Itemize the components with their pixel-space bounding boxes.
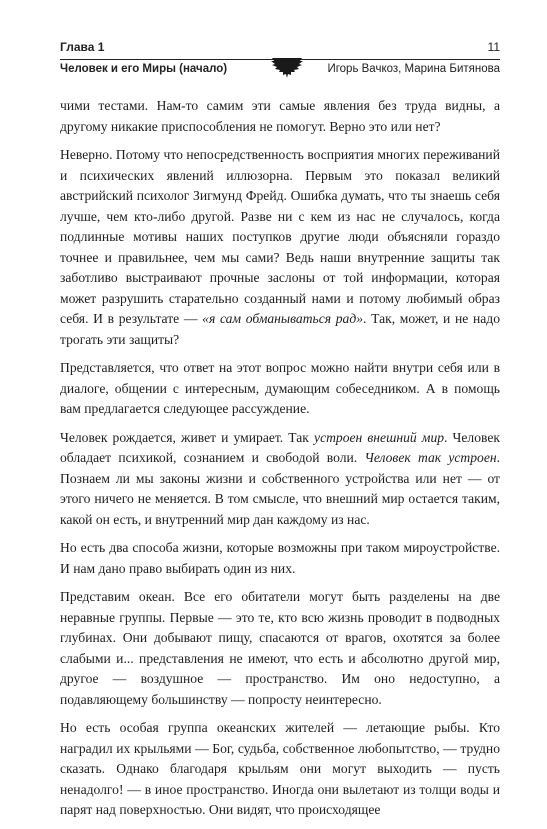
running-subheader <box>60 63 500 79</box>
paragraph-text: чими тестами. Нам-то самим эти самые явления без труда видны, а другому никакие приспособления не помогут. Верно это или нет? <box>60 98 500 134</box>
paragraph-text: . Человек обладает психикой, сознанием и свободой воли. <box>60 429 500 465</box>
paragraph-text: Но есть два способа жизни, которые возможны при таком мироустройстве. И нам дано право выбирать один из них. <box>60 540 500 576</box>
paragraph <box>60 587 500 710</box>
paragraph-text: Неверно. Потому что непосредственность восприятия многих переживаний и психических явлений иллюзорна. Первым это показал великий австрийский психолог Зигмунд Фрейд. Ошибка думать, что ты знаешь себя лучше, чем кто-либо другой. Разве ни с кем из нас не случалось, когда подлинные мотивы наших поступков другие люди объясняли гораздо точнее и правильнее, чем мы сами? Ведь наши внутренние защиты так заботливо выстраивают прочные заслоны от той информации, которая может разрушить старательно созданный нами и потому любимый образ себя. И в результате — <box>60 147 500 326</box>
paragraph-text: . Познаем ли мы законы жизни и собственного устройства или нет — от этого ничего не меняется. В том смысле, что внешний мир остается таким, какой он есть, и внутренний мир дан каждому из нас. <box>60 450 501 527</box>
emphasis-text: Человек так устроен <box>364 450 497 465</box>
chapter-subtitle: Человек и его Миры (начало) <box>60 63 228 75</box>
paragraph-text: . Так, может, и не надо трогать эти защиты? <box>60 311 501 347</box>
body-text <box>60 96 500 829</box>
paragraph <box>60 96 500 137</box>
emphasis-text: «я сам обманываться рад» <box>202 311 364 326</box>
paragraph <box>60 538 500 579</box>
paragraph <box>60 718 500 821</box>
paragraph <box>60 428 500 531</box>
running-header <box>60 40 500 58</box>
chapter-label: Глава 1 <box>60 40 105 54</box>
paragraph-text: Представляется, что ответ на этот вопрос можно найти внутри себя или в диалоге, общении с интересным, думающим собеседником. А в помощь вам предлагается следующее рассуждение. <box>60 360 500 416</box>
page-number: 11 <box>487 40 500 54</box>
paragraph-text: Но есть особая группа океанских жителей — летающие рыбы. Кто наградил их крыльями — Бог, судьба, собственное любопытство, — трудно сказать. Однако благодаря крыльям они могут выходить — пусть ненадолго! — в иное пространство. Иногда они вылетают из толщи воды и парят над поверхностью. Они видят, что происходящее <box>60 720 500 817</box>
paragraph <box>60 145 500 350</box>
paragraph-text: Представим океан. Все его обитатели могут быть разделены на две неравные группы. Первые — это те, кто всю жизнь проводит в подводных глубинах. Они добывают пищу, спасаются от врагов, охотятся за более слабыми и... представления не имеют, что есть и абсолютно другой мир, другое — воздушное — пространство. Им оно недоступно, а подавляющему большинству — попросту неинтересно. <box>60 589 500 707</box>
emphasis-text: устроен внешний мир <box>314 429 445 445</box>
paragraph-text: Человек рождается, живет и умирает. Так <box>60 429 315 445</box>
authors: Игорь Вачкоз, Марина Битянова <box>327 63 500 75</box>
paragraph <box>60 358 500 420</box>
